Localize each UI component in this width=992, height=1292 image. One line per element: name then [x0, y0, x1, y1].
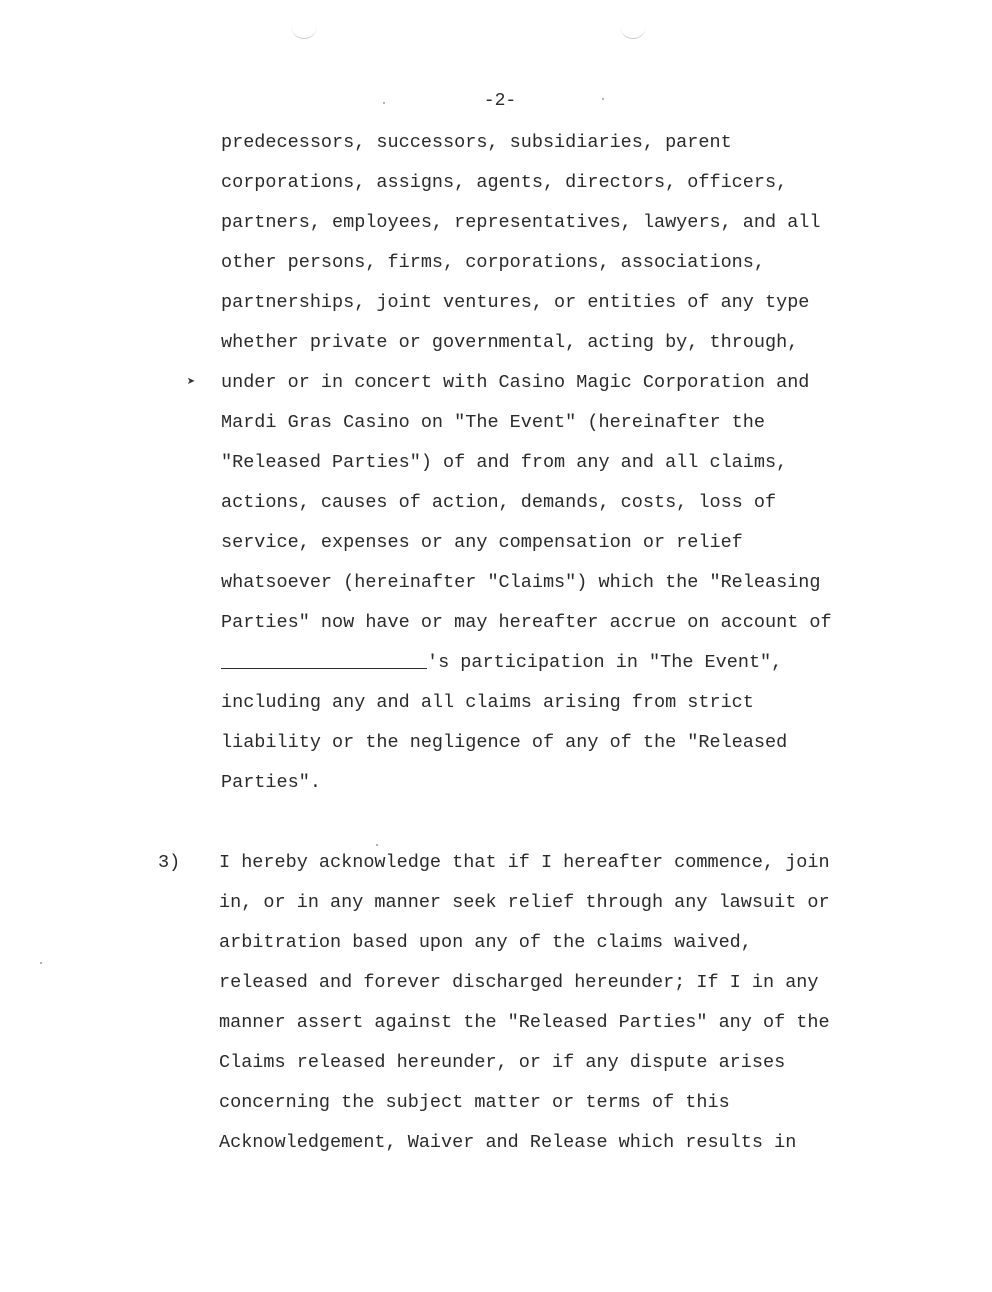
continued-paragraph	[221, 123, 921, 803]
scan-speck	[40, 962, 42, 964]
paragraph-line: manner assert against the "Released Parties" any of the	[219, 1012, 830, 1033]
paragraph-line: liability or the negligence of any of the "Released	[221, 732, 788, 753]
paragraph-line: whatsoever (hereinafter "Claims") which the "Releasing	[221, 572, 821, 593]
paragraph-line: "Released Parties") of and from any and all claims,	[221, 452, 788, 473]
paragraph-line: other persons, firms, corporations, associations,	[221, 252, 765, 273]
paragraph-line: predecessors, successors, subsidiaries, parent	[221, 132, 732, 153]
paragraph-line: concerning the subject matter or terms of this	[219, 1092, 730, 1113]
paragraph-line: released and forever discharged hereunder; If I in any	[219, 972, 819, 993]
paragraph-line: I hereby acknowledge that if I hereafter commence, join	[219, 852, 830, 873]
paragraph-line: Parties" now have or may hereafter accrue on account of	[221, 612, 832, 633]
item-number: 3)	[158, 852, 181, 873]
paragraph-line: Acknowledgement, Waiver and Release which results in	[219, 1132, 797, 1153]
scan-speck	[383, 102, 385, 104]
paragraph-line: actions, causes of action, demands, costs, loss of	[221, 492, 777, 513]
scan-speck	[602, 98, 604, 100]
paragraph-line: arbitration based upon any of the claims waived,	[219, 932, 752, 953]
paragraph-line: in, or in any manner seek relief through any lawsuit or	[219, 892, 830, 913]
paragraph-line: partners, employees, representatives, lawyers, and all	[221, 212, 821, 233]
item-3-paragraph	[219, 843, 919, 1163]
paragraph-line: partnerships, joint ventures, or entities of any type	[221, 292, 810, 313]
page-number: -2-	[483, 91, 517, 111]
punch-hole-mark-right	[620, 26, 646, 39]
participant-name-blank	[221, 644, 427, 669]
paragraph-line: under or in concert with Casino Magic Corporation and	[221, 372, 810, 393]
paragraph-line: corporations, assigns, agents, directors, officers,	[221, 172, 788, 193]
punch-hole-mark-left	[291, 26, 317, 39]
paragraph-line: whether private or governmental, acting by, through,	[221, 332, 799, 353]
paragraph-line: Mardi Gras Casino on "The Event" (hereinafter the	[221, 412, 765, 433]
participation-text: 's participation in "The Event",	[427, 652, 783, 673]
paragraph-line: service, expenses or any compensation or relief	[221, 532, 743, 553]
paragraph-line: including any and all claims arising from strict	[221, 692, 754, 713]
participant-blank-line	[221, 643, 921, 683]
paragraph-line: Parties".	[221, 772, 321, 793]
paragraph-line: Claims released hereunder, or if any dispute arises	[219, 1052, 786, 1073]
margin-arrow-mark: ➤	[187, 375, 196, 391]
